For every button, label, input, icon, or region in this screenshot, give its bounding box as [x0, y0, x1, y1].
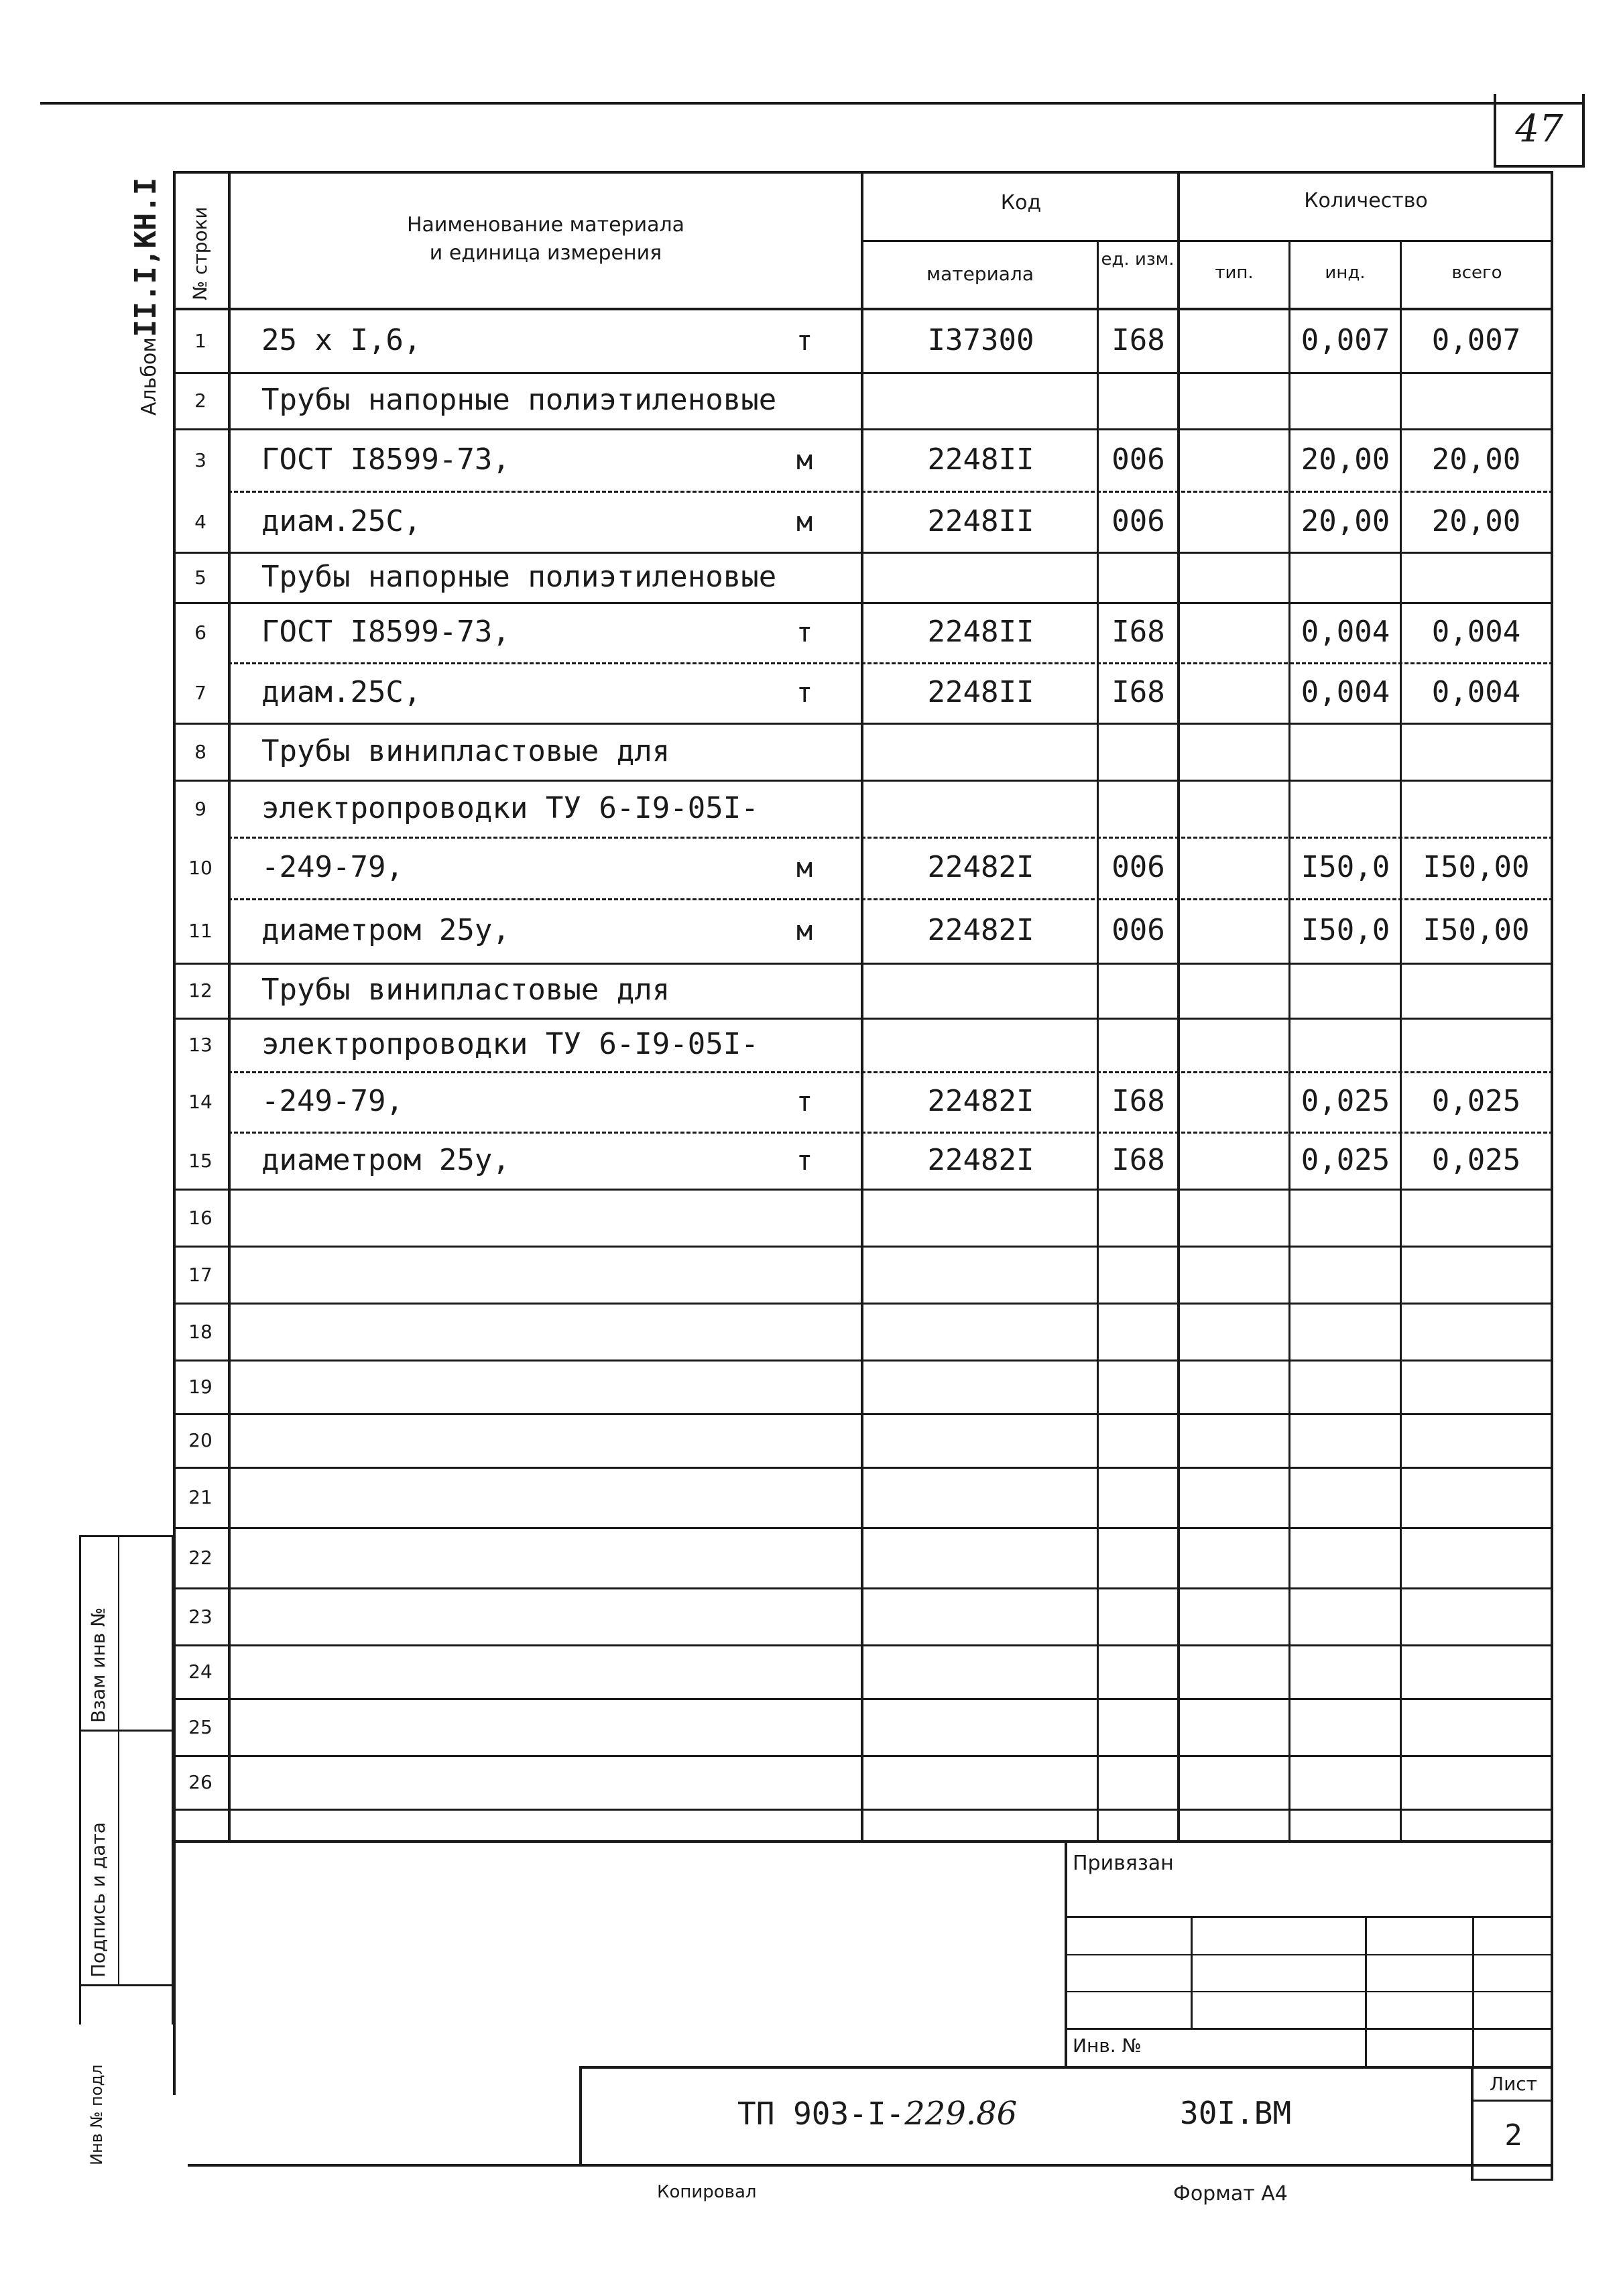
row-7-total: 0,004	[1431, 675, 1521, 709]
row-6-name: ГОСТ I8599-73,	[261, 615, 510, 649]
row-6-number: 6	[194, 621, 206, 644]
header-quantity: Количество	[1304, 189, 1428, 213]
row-14-name: -249-79,	[261, 1084, 404, 1118]
row-15-total: 0,025	[1431, 1142, 1521, 1177]
row-18-number: 18	[188, 1320, 213, 1343]
side-stamp-vzam: Взам инв №	[87, 1607, 109, 1723]
stamp-h2	[1065, 1954, 1553, 1955]
row-1-unit: т	[796, 326, 813, 357]
row-24-separator	[173, 1698, 1553, 1700]
row-4-ind: 20,00	[1301, 503, 1390, 538]
row-10-code: 22482I	[927, 850, 1034, 884]
row-4-separator	[173, 552, 1553, 554]
row-2-number: 2	[194, 389, 206, 412]
row-3-unit: м	[796, 444, 813, 476]
row-14-code: 22482I	[927, 1084, 1034, 1118]
row-10-total: I50,00	[1423, 850, 1530, 884]
row-10-number: 10	[188, 857, 213, 879]
side-stamp-left	[79, 1535, 81, 2025]
row-15-name: диаметром 25у,	[261, 1142, 510, 1177]
row-1-code: I37300	[927, 323, 1034, 357]
title-block-left	[579, 2066, 582, 2167]
title-block-bottom	[188, 2164, 1553, 2167]
header-code-material: материала	[926, 263, 1034, 285]
frame-right	[1551, 171, 1553, 2181]
row-13-separator	[228, 1071, 1553, 1073]
row-6-code: 2248II	[927, 615, 1034, 649]
header-qty-total: всего	[1451, 263, 1502, 283]
row-11-name: диаметром 25у,	[261, 913, 510, 947]
row-17-number: 17	[188, 1263, 213, 1286]
row-2-separator	[173, 428, 1553, 430]
header-name-line2: и единица измерения	[429, 241, 662, 265]
row-9-number: 9	[194, 797, 206, 820]
row-1-total: 0,007	[1431, 323, 1521, 357]
sheet-value: 2	[1504, 2118, 1522, 2153]
row-7-code: 2248II	[927, 675, 1034, 709]
row-13-number: 13	[188, 1034, 213, 1056]
row-11-total: I50,00	[1423, 913, 1530, 947]
row-10-ind: I50,0	[1301, 850, 1390, 884]
designation: ТП 903-I-229.86	[737, 2095, 1018, 2132]
stamp-inv-no: Инв. №	[1073, 2035, 1142, 2057]
side-stamp-inner	[118, 1535, 119, 1984]
row-22-separator	[173, 1587, 1553, 1589]
row-9-separator	[228, 837, 1553, 839]
col-v-code	[1097, 240, 1099, 1840]
row-15-number: 15	[188, 1149, 213, 1172]
row-3-ed: 006	[1111, 442, 1165, 477]
row-3-total: 20,00	[1431, 442, 1521, 477]
row-12-name: Трубы винипластовые для	[261, 973, 670, 1007]
row-11-separator	[173, 963, 1553, 965]
side-stamp-podpis: Подпись и дата	[87, 1822, 109, 1978]
row-19-separator	[173, 1413, 1553, 1415]
row-15-ed: I68	[1111, 1142, 1165, 1177]
row-26-number: 26	[188, 1771, 213, 1793]
row-15-code: 22482I	[927, 1142, 1034, 1177]
col-v-ed	[1177, 171, 1180, 1840]
side-stamp-div1	[79, 1730, 173, 1732]
row-8-number: 8	[194, 740, 206, 763]
row-10-name: -249-79,	[261, 850, 404, 884]
stamp-h3	[1065, 1991, 1553, 1992]
row-3-separator	[228, 491, 1553, 493]
row-11-number: 11	[188, 920, 213, 942]
row-7-separator	[173, 723, 1553, 725]
col-v-ind	[1400, 240, 1402, 1840]
row-5-number: 5	[194, 566, 206, 589]
row-3-ind: 20,00	[1301, 442, 1390, 477]
row-18-separator	[173, 1360, 1553, 1362]
row-1-ed: I68	[1111, 323, 1165, 357]
row-14-ed: I68	[1111, 1084, 1165, 1118]
row-4-unit: м	[796, 506, 813, 538]
designation-code: 30I.ВМ	[1180, 2095, 1292, 2131]
row-1-ind: 0,007	[1301, 323, 1390, 357]
row-2-name: Трубы напорные полиэтиленовые	[261, 383, 777, 417]
stamp-v2	[1365, 1916, 1367, 2068]
side-stamp-inv-podl: Инв № подл	[87, 2064, 106, 2165]
row-6-separator	[228, 662, 1553, 664]
row-6-ind: 0,004	[1301, 615, 1390, 649]
row-6-unit: т	[796, 617, 813, 648]
row-14-unit: т	[796, 1087, 813, 1117]
row-3-number: 3	[194, 448, 206, 471]
row-15-ind: 0,025	[1301, 1142, 1390, 1177]
header-code-unit: ед. изм.	[1101, 249, 1175, 269]
row-4-ed: 006	[1111, 503, 1165, 538]
stamp-privyazan-top	[1065, 1840, 1553, 1843]
header-subrow	[863, 240, 1553, 242]
stamp-v1	[1191, 1916, 1193, 2030]
row-8-name: Трубы винипластовые для	[261, 733, 670, 768]
stamp-h4	[1065, 2028, 1553, 2030]
row-14-number: 14	[188, 1091, 213, 1113]
sheet-label: Лист	[1490, 2073, 1537, 2095]
side-stamp-div2	[79, 1984, 173, 1986]
row-6-total: 0,004	[1431, 615, 1521, 649]
row-10-unit: м	[796, 853, 813, 884]
row-14-total: 0,025	[1431, 1084, 1521, 1118]
row-4-name: диам.25С,	[261, 503, 422, 538]
row-19-number: 19	[188, 1376, 213, 1398]
row-26-separator	[173, 1809, 1553, 1811]
stamp-privyazan-label: Привязан	[1073, 1852, 1174, 1875]
stamp-v3	[1472, 1916, 1474, 2068]
row-15-unit: т	[796, 1145, 813, 1176]
row-13-name: электропроводки ТУ 6-I9-05I-	[261, 1027, 759, 1061]
row-4-code: 2248II	[927, 503, 1034, 538]
row-8-separator	[173, 780, 1553, 782]
row-15-separator	[173, 1189, 1553, 1191]
header-row-no: № строки	[189, 206, 211, 300]
col-v-num	[228, 171, 231, 1840]
row-6-ed: I68	[1111, 615, 1165, 649]
row-20-number: 20	[188, 1429, 213, 1451]
row-11-ind: I50,0	[1301, 913, 1390, 947]
top-rule	[40, 102, 1582, 105]
side-stamp-top	[79, 1535, 173, 1537]
col-v-name	[861, 171, 863, 1840]
row-14-separator	[228, 1132, 1553, 1134]
header-name-line1: Наименование материала	[406, 213, 685, 237]
row-1-number: 1	[194, 330, 206, 352]
row-14-ind: 0,025	[1301, 1084, 1390, 1118]
row-10-ed: 006	[1111, 850, 1165, 884]
row-20-separator	[173, 1467, 1553, 1469]
row-16-number: 16	[188, 1206, 213, 1229]
row-10-separator	[228, 898, 1553, 900]
row-1-separator	[173, 372, 1553, 374]
stamp-bottom-table	[173, 1840, 1179, 1843]
header-qty-type: тип.	[1215, 263, 1254, 283]
row-25-number: 25	[188, 1715, 213, 1738]
row-23-number: 23	[188, 1605, 213, 1628]
row-7-unit: т	[796, 678, 813, 709]
row-24-number: 24	[188, 1660, 213, 1683]
row-11-ed: 006	[1111, 913, 1165, 947]
stamp-h1	[1065, 1916, 1553, 1918]
row-21-separator	[173, 1527, 1553, 1529]
row-11-code: 22482I	[927, 913, 1034, 947]
row-3-code: 2248II	[927, 442, 1034, 477]
header-qty-ind: инд.	[1325, 263, 1366, 283]
row-3-name: ГОСТ I8599-73,	[261, 442, 510, 477]
sheet-box-bottom	[1494, 165, 1585, 168]
title-block-sheet-mid	[1471, 2100, 1553, 2102]
footer-copied: Копировал	[657, 2182, 757, 2202]
row-22-number: 22	[188, 1547, 213, 1569]
row-21-number: 21	[188, 1486, 213, 1508]
row-4-total: 20,00	[1431, 503, 1521, 538]
row-11-unit: м	[796, 916, 813, 947]
row-7-name: диам.25С,	[261, 675, 422, 709]
row-12-separator	[173, 1018, 1553, 1020]
row-7-ed: I68	[1111, 675, 1165, 709]
row-1-name: 25 х I,6,	[261, 323, 422, 357]
row-9-name: электропроводки ТУ 6-I9-05I-	[261, 790, 759, 825]
title-block-sheet-bottom	[1471, 2179, 1553, 2181]
col-v-tip	[1288, 240, 1290, 1840]
row-23-separator	[173, 1644, 1553, 1646]
row-17-separator	[173, 1303, 1553, 1305]
footer-format: Формат А4	[1173, 2182, 1288, 2206]
row-7-number: 7	[194, 682, 206, 704]
row-5-name: Трубы напорные полиэтиленовые	[261, 559, 777, 594]
album-label: АльбомII.I,КН.I	[129, 177, 163, 416]
title-block-top	[579, 2066, 1553, 2069]
row-12-number: 12	[188, 979, 213, 1002]
row-16-separator	[173, 1246, 1553, 1248]
row-4-number: 4	[194, 510, 206, 533]
top-sheet-number: 47	[1515, 107, 1563, 151]
row-7-ind: 0,004	[1301, 675, 1390, 709]
row-5-separator	[173, 602, 1553, 604]
row-25-separator	[173, 1755, 1553, 1757]
header-code: Код	[1000, 191, 1042, 215]
